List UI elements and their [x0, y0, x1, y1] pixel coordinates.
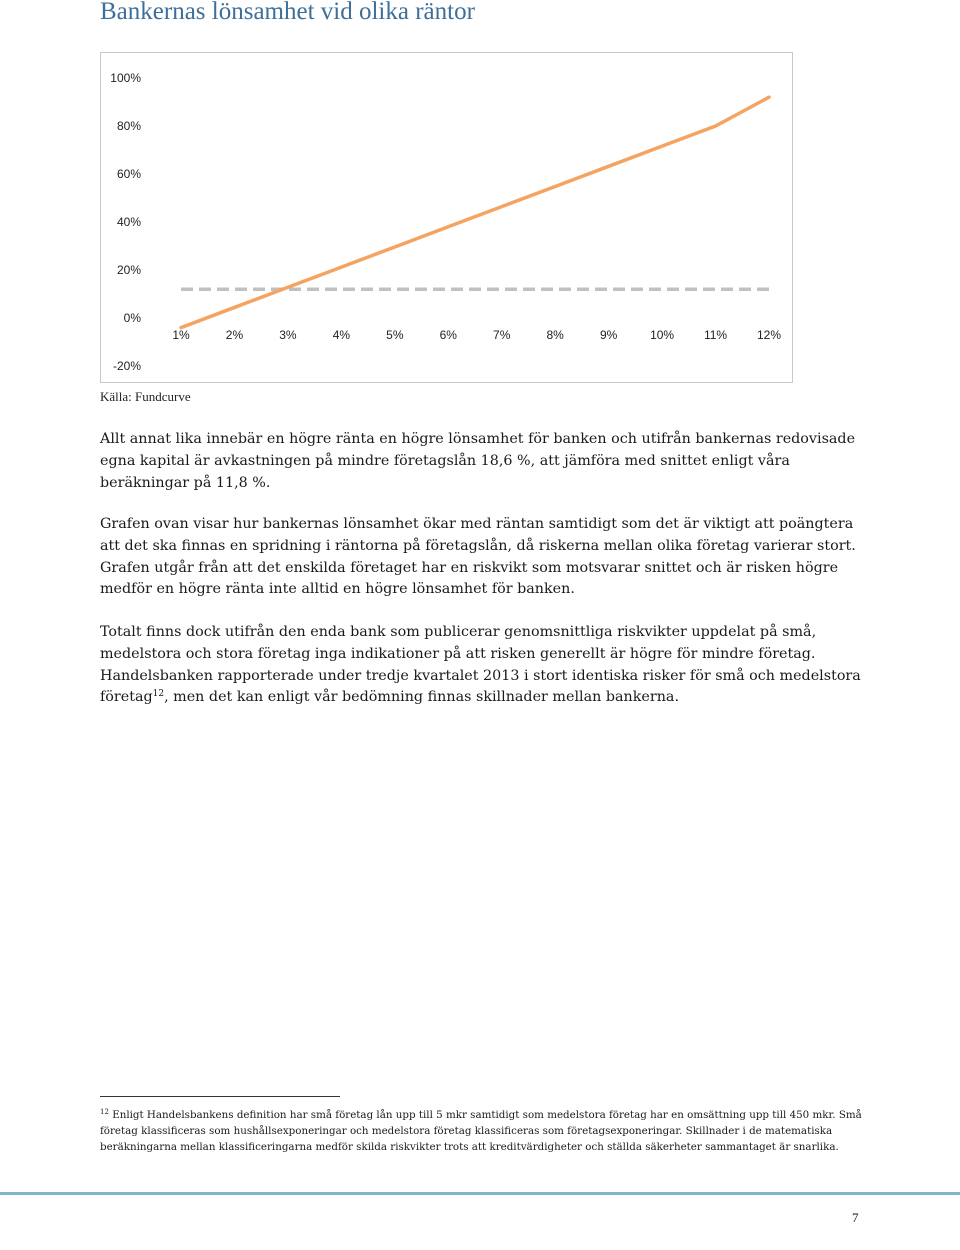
section-heading: Bankernas lönsamhet vid olika räntor	[100, 0, 475, 25]
footer-area	[0, 1195, 960, 1250]
paragraph-3	[100, 622, 870, 709]
x-tick-label: 6%	[439, 328, 457, 342]
x-tick-label: 2%	[225, 328, 244, 342]
footnote-number: 12	[100, 1108, 109, 1116]
x-tick-label: 8%	[546, 328, 564, 342]
line-chart	[101, 53, 794, 384]
y-tick-label: 100%	[110, 71, 141, 85]
x-tick-label: 1%	[172, 328, 190, 342]
footnote-text: Enligt Handelsbankens definition har små företag lån upp till 5 mkr samtidigt som medelstora företag har en omsättning upp till 450 mkr. Små företag klassificeras som hushållsexponeringar och medelstora företag klassificeras som företagsexponeringar. Skillnader i de matematiska beräkningarna mellan klassificeringarna medför skilda riskvikter trots att kreditvärdigheter och ställda säkerheter sammantaget är snarlika.	[100, 1109, 862, 1153]
y-tick-label: 40%	[116, 215, 141, 229]
x-tick-label: 10%	[650, 328, 675, 342]
y-tick-label: 20%	[116, 263, 141, 277]
paragraph-2: Grafen ovan visar hur bankernas lönsamhet ökar med räntan samtidigt som det är viktigt att poängtera att det ska finnas en spridning i räntorna på företagslån, då riskerna mellan olika företag varierar stort. Grafen utgår från att det enskilda företaget har en riskvikt som motsvarar snittet och är risken högre medför en högre ränta inte alltid en högre lönsamhet för banken.	[100, 516, 856, 598]
paragraph-3-text-end: , men det kan enligt vår bedömning finnas skillnader mellan bankerna.	[164, 689, 679, 706]
x-tick-label: 9%	[599, 328, 618, 342]
y-tick-label: 60%	[116, 167, 141, 181]
series-line-solid	[181, 97, 769, 327]
footnote	[100, 1107, 870, 1155]
x-tick-label: 7%	[493, 328, 511, 342]
chart-frame	[100, 52, 793, 383]
x-tick-label: 3%	[279, 328, 297, 342]
footnote-reference[interactable]: 12	[152, 689, 165, 700]
paragraph-1: Allt annat lika innebär en högre ränta en högre lönsamhet för banken och utifrån bankernas redovisade egna kapital är avkastningen på mindre företagslån 18,6 %, att jämföra med snittet enligt våra beräkningar på 11,8 %.	[100, 431, 856, 491]
chart-source: Källa: Fundcurve	[100, 389, 191, 404]
y-tick-label: -20%	[112, 359, 141, 373]
x-tick-label: 12%	[756, 328, 782, 342]
footnote-divider	[100, 1096, 340, 1097]
y-tick-label: 80%	[116, 119, 141, 133]
x-tick-label: 11%	[703, 328, 728, 342]
page-number: 7	[852, 1210, 859, 1225]
y-tick-label: 0%	[123, 311, 141, 325]
x-tick-label: 4%	[332, 328, 351, 342]
x-tick-label: 5%	[386, 328, 404, 342]
paragraph-3-text: Totalt finns dock utifrån den enda bank som publicerar genomsnittliga riskvikter uppdelat på små, medelstora och stora företag inga indikationer på att risken generellt är högre för mindre företag. Handelsbanken rapporterade under tredje kvartalet 2013 i stort identiska risker för små och medelstora företag	[100, 624, 861, 706]
